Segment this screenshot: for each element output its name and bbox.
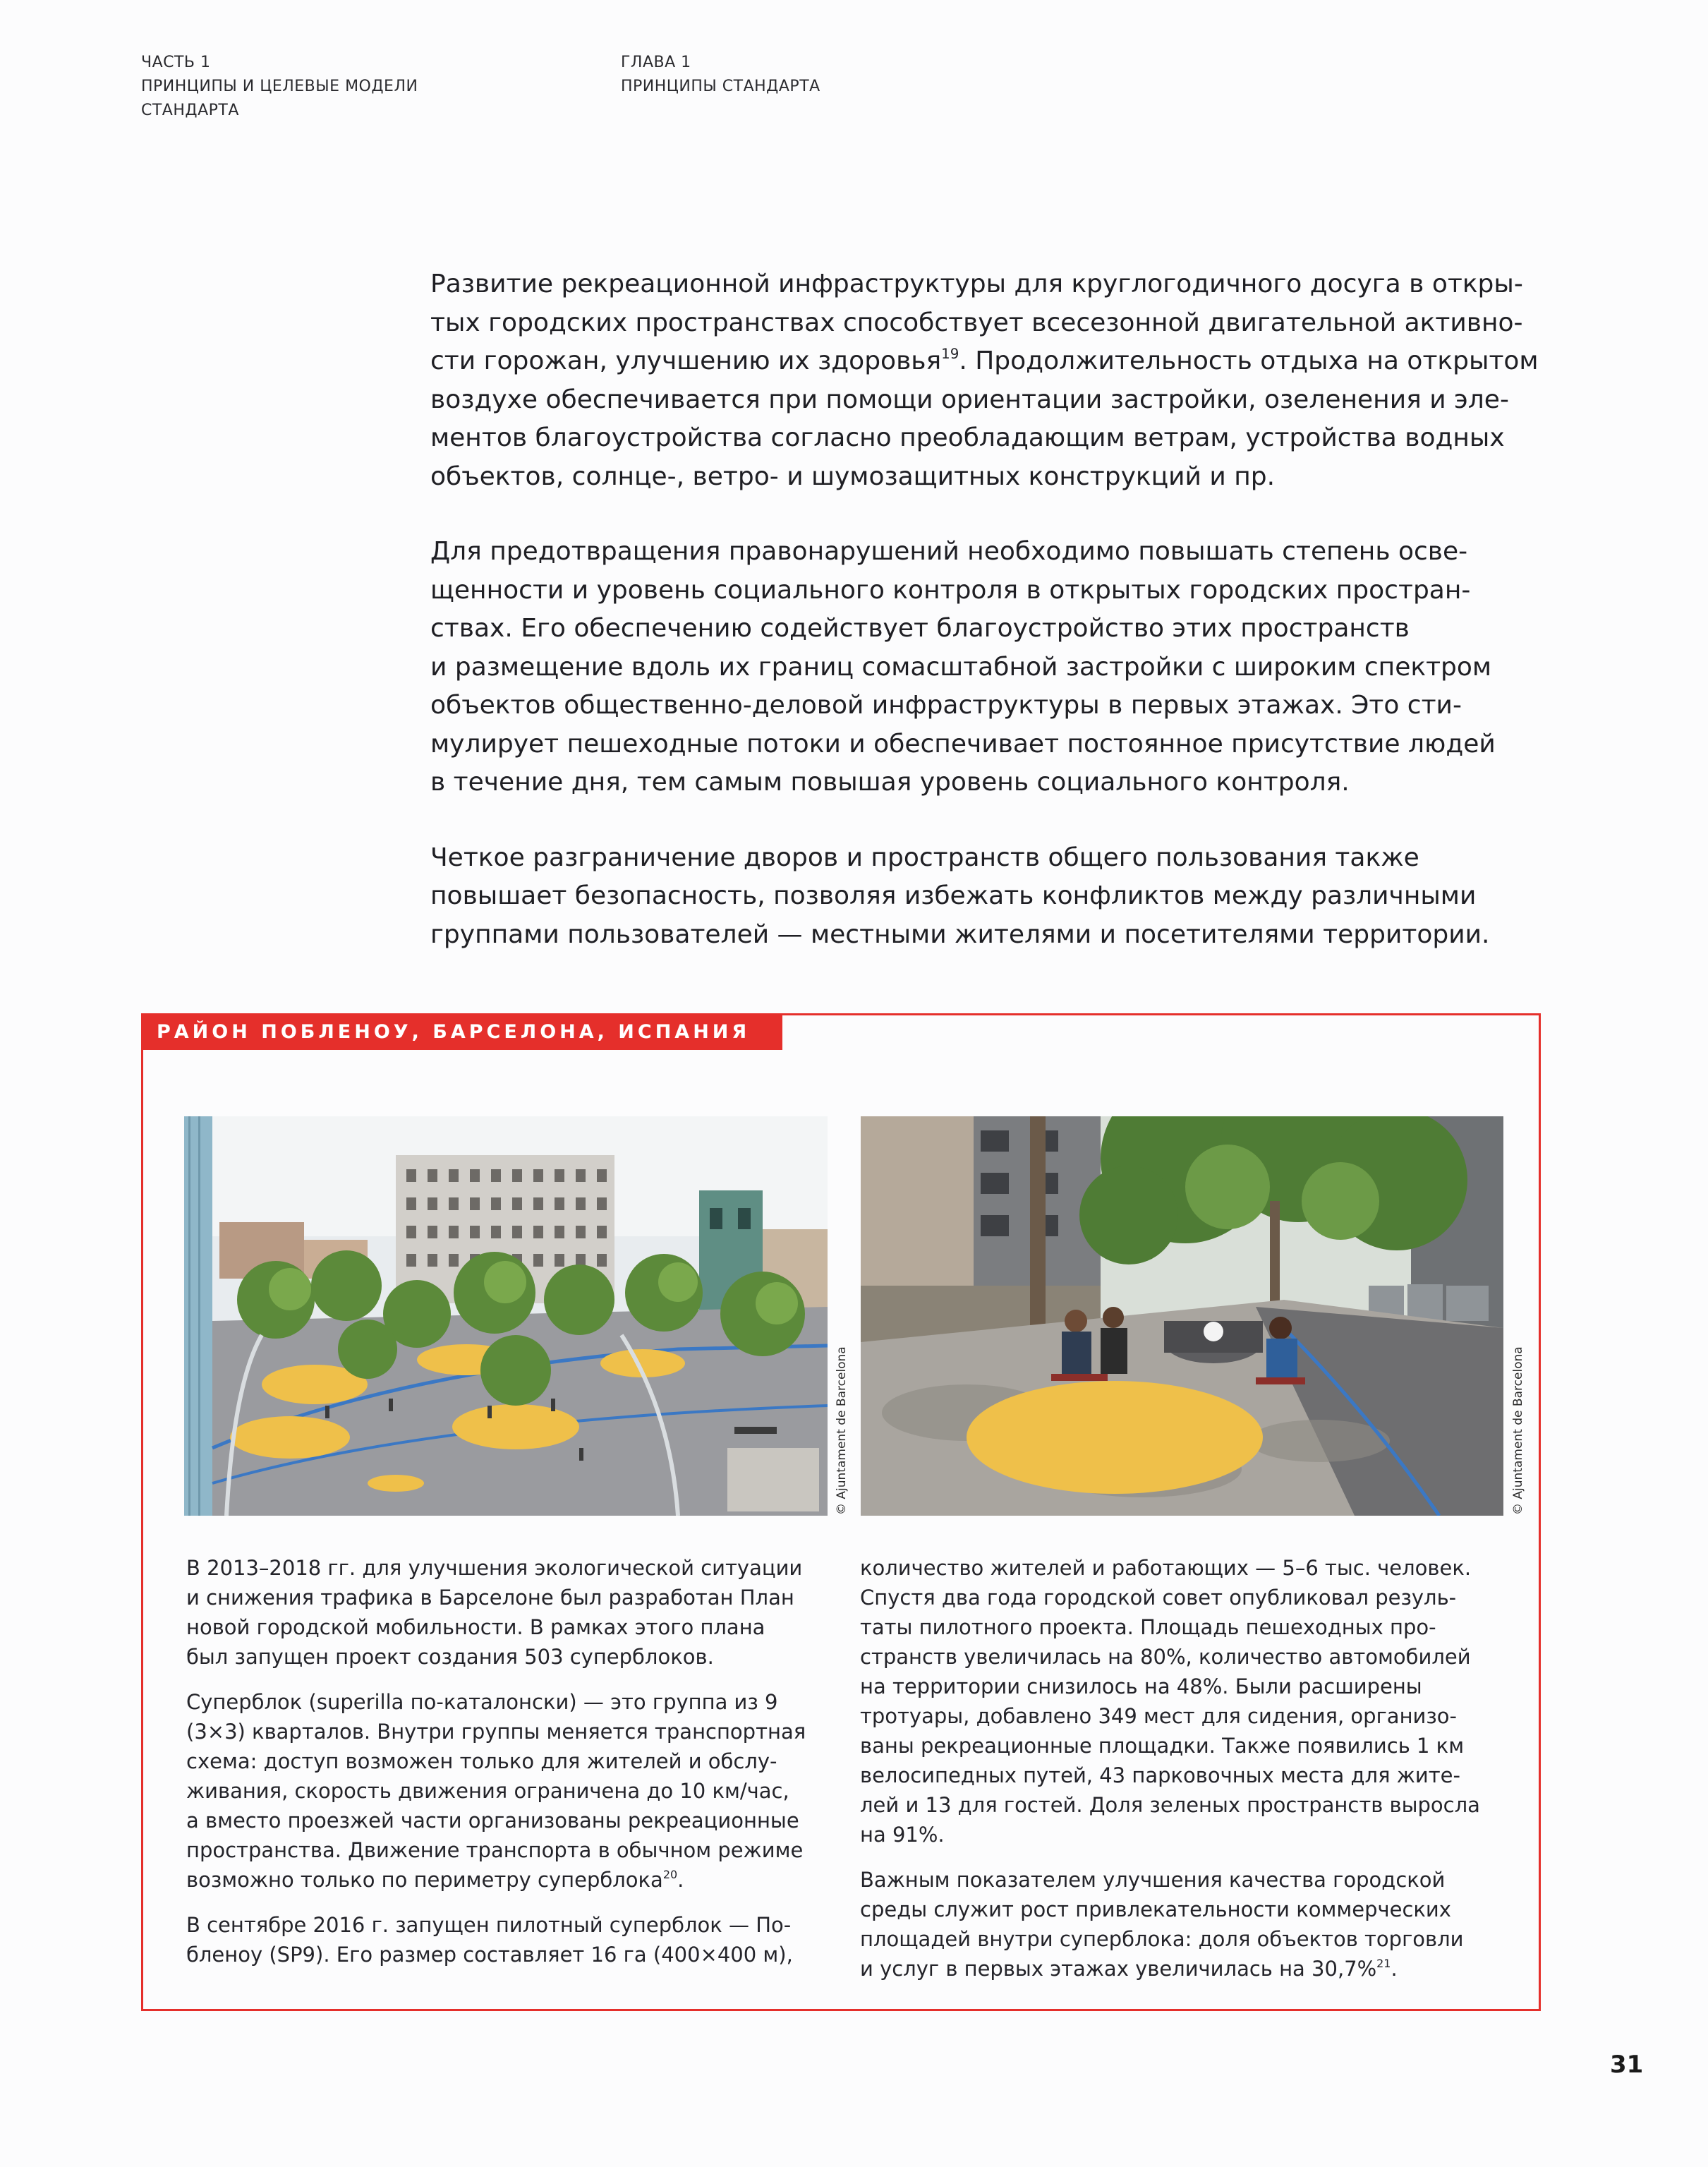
case-paragraph xyxy=(186,1553,821,1672)
text-fragment: сти горожан, улучшению их здоровья xyxy=(430,346,942,375)
footnote-ref-19[interactable]: 19 xyxy=(941,346,959,363)
text-fragment: и услуг в первых этажах увеличилась на 30,7% xyxy=(860,1957,1377,1981)
text-line: площадей внутри суперблока: доля объектов торговли xyxy=(860,1927,1464,1951)
text-line: В сентябре 2016 г. запущен пилотный суперблок — По- xyxy=(186,1913,792,1937)
text-fragment: . xyxy=(677,1868,684,1892)
text-line: повышает безопасность, позволяя избежать конфликтов между различными xyxy=(430,881,1477,910)
text-line: на территории снизилось на 48%. Были расширены xyxy=(860,1674,1422,1698)
text-line: Четкое разграничение дворов и пространств общего пользования также xyxy=(430,843,1419,872)
text-line: и размещение вдоль их границ сомасштабной застройки с широким спектром xyxy=(430,652,1492,682)
text-line: мулирует пешеходные потоки и обеспечивает постоянное присутствие людей xyxy=(430,729,1496,759)
text-line: странств увеличилась на 80%, количество автомобилей xyxy=(860,1645,1471,1669)
text-line: тротуары, добавлено 349 мест для сидения, организо- xyxy=(860,1704,1458,1728)
text-fragment: возможно только по периметру суперблока xyxy=(186,1868,663,1892)
text-line: в течение дня, тем самым повышая уровень социального контроля. xyxy=(430,768,1350,797)
photo-superblock-street xyxy=(861,1116,1503,1516)
main-text xyxy=(430,265,1559,991)
text-line: схема: доступ возможен только для жителей и обслу- xyxy=(186,1749,777,1773)
text-line: Спустя два года городской совет опубликовал резуль- xyxy=(860,1586,1457,1610)
case-study-label: РАЙОН ПОБЛЕНОУ, БАРСЕЛОНА, ИСПАНИЯ xyxy=(141,1013,782,1050)
text-line: ствах. Его обеспечению содействует благоустройство этих пространств xyxy=(430,614,1410,643)
paragraph-safety xyxy=(430,533,1559,802)
photo-credit: © Ajuntament de Barcelona xyxy=(1511,1346,1525,1515)
text-line: группами пользователей — местными жителями и посетителями территории. xyxy=(430,919,1490,949)
text-fragment: . Продолжительность отдыха на открытом xyxy=(959,346,1539,375)
photo-superblock-square-image xyxy=(184,1116,828,1516)
text-line: пространства. Движение транспорта в обычном режиме xyxy=(186,1838,804,1862)
text-line xyxy=(860,1954,1495,1984)
case-column-right xyxy=(860,1553,1495,1999)
text-line: ментов благоустройства согласно преобладающим ветрам, устройства водных xyxy=(430,423,1505,452)
case-paragraph xyxy=(186,1910,821,1969)
text-line: а вместо проезжей части организованы рекреационные xyxy=(186,1809,799,1833)
case-paragraph xyxy=(860,1553,1495,1849)
text-line xyxy=(186,1865,821,1895)
case-paragraph xyxy=(860,1865,1495,1984)
photo-superblock-street-image xyxy=(861,1116,1503,1516)
footnote-ref-21[interactable]: 21 xyxy=(1376,1957,1391,1971)
text-line: живания, скорость движения ограничена до 10 км/час, xyxy=(186,1779,789,1803)
part-title-line-1: ПРИНЦИПЫ И ЦЕЛЕВЫЕ МОДЕЛИ xyxy=(141,78,418,95)
running-head-chapter xyxy=(621,51,820,99)
part-number: ЧАСТЬ 1 xyxy=(141,54,211,71)
text-line: велосипедных путей, 43 парковочных места для жите- xyxy=(860,1763,1460,1787)
text-line: Важным показателем улучшения качества городской xyxy=(860,1868,1446,1892)
footnote-ref-20[interactable]: 20 xyxy=(662,1868,678,1882)
chapter-title: ПРИНЦИПЫ СТАНДАРТА xyxy=(621,78,820,95)
text-line: был запущен проект создания 503 суперблоков. xyxy=(186,1645,714,1669)
text-line: новой городской мобильности. В рамках этого плана xyxy=(186,1615,765,1639)
chapter-number: ГЛАВА 1 xyxy=(621,54,691,71)
page-number: 31 xyxy=(1610,2051,1644,2079)
photo-superblock-square xyxy=(184,1116,828,1516)
paragraph-delimitation xyxy=(430,839,1559,955)
text-line: количество жителей и работающих — 5–6 тыс. человек. xyxy=(860,1556,1472,1580)
text-line: тых городских пространствах способствует всесезонной двигательной активно- xyxy=(430,308,1523,337)
text-line: на 91%. xyxy=(860,1823,945,1847)
text-line: щенности и уровень социального контроля в открытых городских простран- xyxy=(430,575,1471,605)
text-line: воздухе обеспечивается при помощи ориентации застройки, озеленения и эле- xyxy=(430,385,1509,414)
text-line: Для предотвращения правонарушений необходимо повышать степень осве- xyxy=(430,537,1468,566)
text-line: бленоу (SP9). Его размер составляет 16 га (400×400 м), xyxy=(186,1943,793,1967)
text-line: объектов, солнце-, ветро- и шумозащитных конструкций и пр. xyxy=(430,461,1276,491)
text-line: и снижения трафика в Барселоне был разработан План xyxy=(186,1586,794,1610)
text-line: (3×3) кварталов. Внутри группы меняется транспортная xyxy=(186,1720,806,1744)
part-title-line-2: СТАНДАРТА xyxy=(141,102,239,119)
text-line: В 2013–2018 гг. для улучшения экологической ситуации xyxy=(186,1556,803,1580)
text-line: таты пилотного проекта. Площадь пешеходных про- xyxy=(860,1615,1436,1639)
case-paragraph xyxy=(186,1687,821,1895)
running-head-part xyxy=(141,51,418,123)
text-line: Суперблок (superilla по-каталонски) — это группа из 9 xyxy=(186,1690,778,1714)
text-line: ваны рекреационные площадки. Также появились 1 км xyxy=(860,1734,1465,1758)
photo-credit: © Ajuntament de Barcelona xyxy=(835,1346,849,1515)
text-line: Развитие рекреационной инфраструктуры для круглогодичного досуга в откры- xyxy=(430,270,1523,298)
paragraph-recreation xyxy=(430,265,1559,496)
text-line: объектов общественно-деловой инфраструктуры в первых этажах. Это сти- xyxy=(430,691,1462,720)
text-line: среды служит рост привлекательности коммерческих xyxy=(860,1897,1451,1921)
case-column-left xyxy=(186,1553,821,1985)
case-study-box xyxy=(141,1013,1541,2011)
text-line xyxy=(430,342,1559,381)
text-line: лей и 13 для гостей. Доля зеленых пространств выросла xyxy=(860,1793,1480,1817)
text-fragment: . xyxy=(1391,1957,1398,1981)
